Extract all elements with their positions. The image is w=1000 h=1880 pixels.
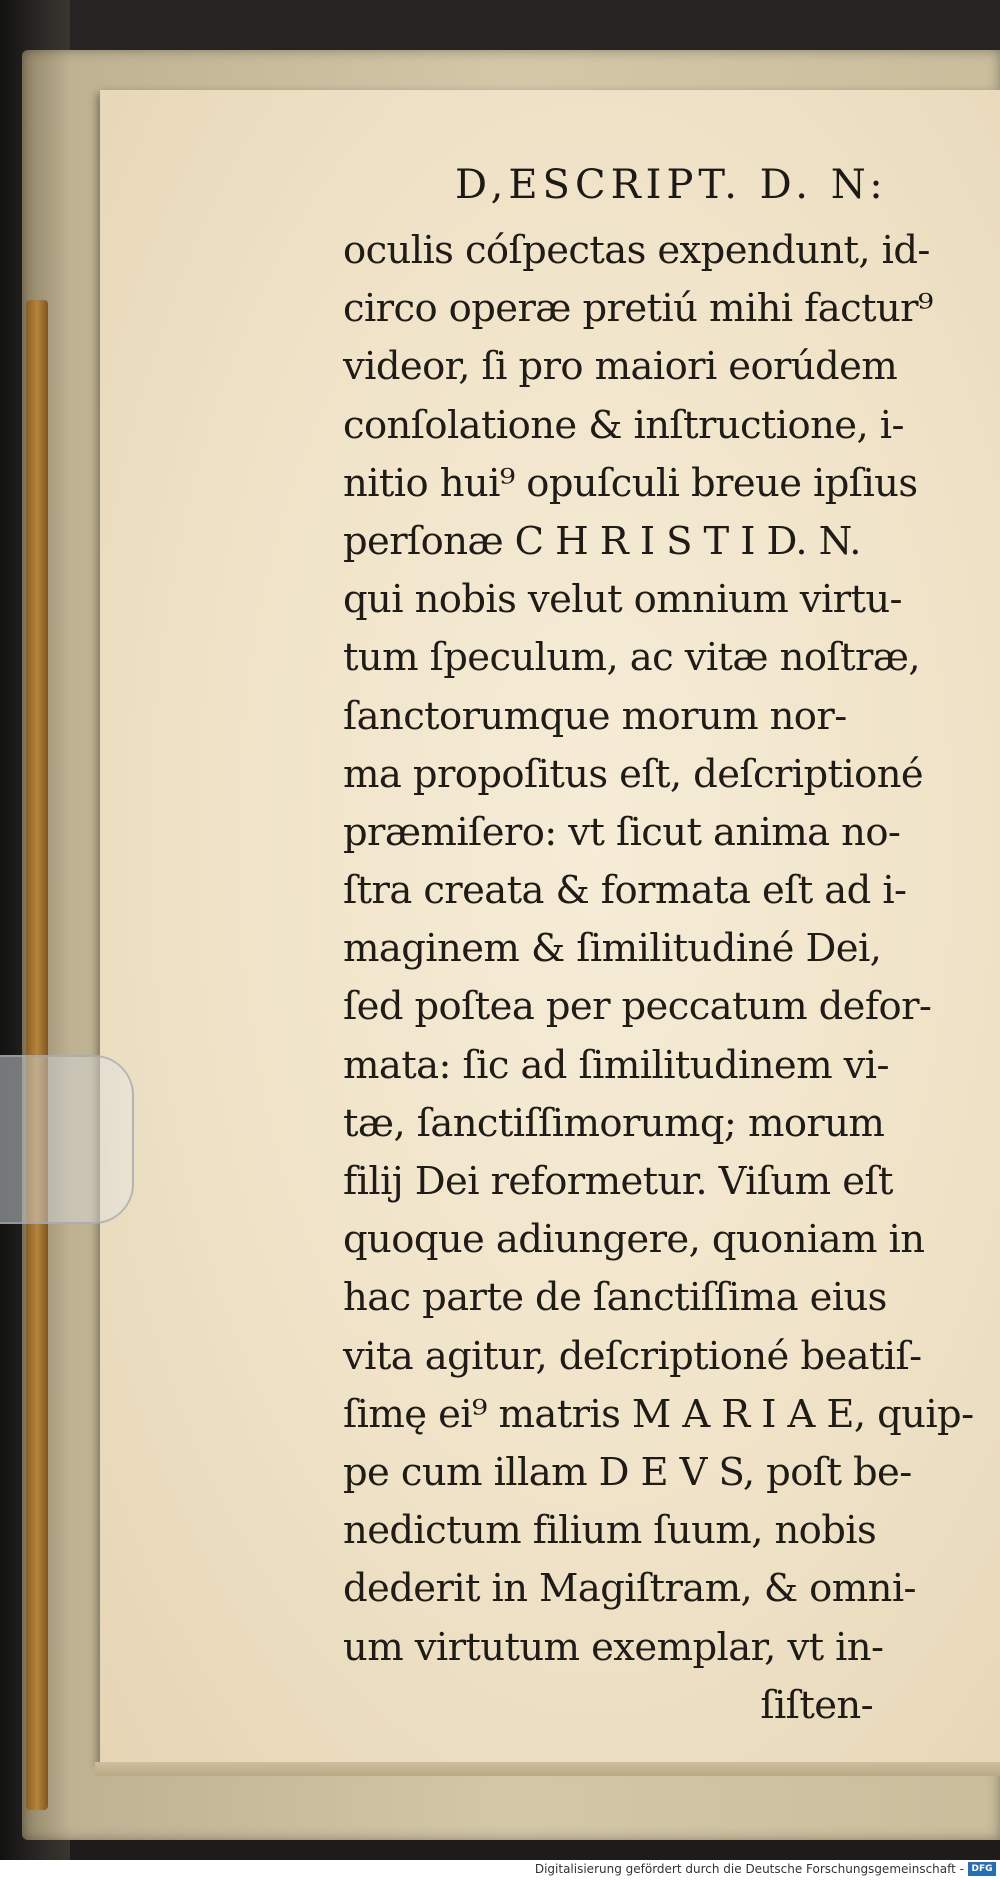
page-clamp — [0, 1055, 134, 1224]
text-line: hac parte de ſanctiſſima eius — [343, 1275, 887, 1321]
text-line: ma propoſitus eſt, deſcriptioné — [343, 751, 924, 797]
text-line: quoque adiungere, quoniam in — [343, 1217, 925, 1263]
page-text — [343, 222, 974, 1735]
text-line: pe cum illam D E V S, poſt be- — [343, 1449, 912, 1495]
page-edge — [95, 1762, 1000, 1776]
text-line: tæ, ſanctiſſimorumq; morum — [343, 1100, 885, 1146]
text-line: præmiſero: vt ſicut anima no- — [343, 809, 901, 855]
text-line: tum ſpeculum, ac vitæ noſtræ, — [343, 635, 920, 681]
running-head: D,ESCRIPT. D. N: — [455, 162, 888, 208]
text-line: conſolatione & inſtructione, i- — [343, 402, 904, 448]
text-line: maginem & ſimilitudiné Dei, — [343, 926, 882, 972]
text-line: perſonæ C H R I S T I D. N. — [343, 518, 861, 564]
text-line: ſanctorumque morum nor- — [343, 693, 847, 739]
text-line: ſtra creata & formata eſt ad i- — [343, 868, 907, 914]
catchword: ſiſten- — [760, 1682, 873, 1728]
text-line: ſimę ei⁹ matris M A R I A E, quip- — [343, 1391, 974, 1437]
funding-credit: Digitalisierung gefördert durch die Deutsche Forschungsgemeinschaft - — [534, 1862, 964, 1876]
text-line: filij Dei reformetur. Viſum eſt — [343, 1159, 893, 1204]
text-line: qui nobis velut omnium virtu- — [343, 577, 902, 623]
text-line: oculis cóſpectas expendunt, id- — [343, 228, 930, 273]
text-line: circo operæ pretiú mihi factur⁹ — [343, 286, 933, 332]
text-line: um virtutum exemplar, vt in- — [343, 1624, 884, 1670]
dfg-logo-icon: DFG — [968, 1862, 996, 1876]
text-line: ſed poſtea per peccatum defor- — [343, 984, 932, 1030]
text-line: nitio hui⁹ opuſculi breue ipſius — [343, 460, 918, 506]
text-line: dederit in Magiſtram, & omni- — [343, 1566, 916, 1612]
text-line: nedictum filium ſuum, nobis — [343, 1508, 877, 1554]
text-line: vita agitur, deſcriptioné beatiſ- — [343, 1333, 922, 1379]
text-line: videor, ſi pro maiori eorúdem — [343, 344, 898, 390]
text-line: mata: ſic ad ſimilitudinem vi- — [343, 1042, 889, 1088]
